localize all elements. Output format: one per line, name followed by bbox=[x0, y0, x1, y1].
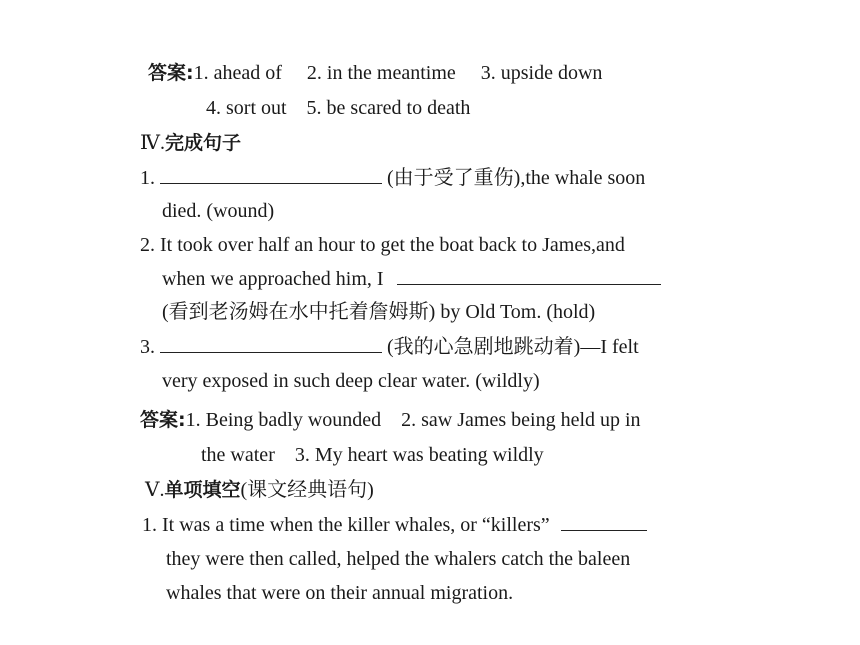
question-text: they were then called, helped the whalers catch the baleen bbox=[166, 548, 631, 570]
answer-line-4 bbox=[201, 443, 544, 467]
answer-text: 1. ahead of 2. in the meantime 3. upside down bbox=[193, 62, 603, 84]
question-4-2-line3 bbox=[162, 300, 595, 324]
answer-line-3 bbox=[140, 408, 641, 432]
section-numeral: Ⅴ. bbox=[145, 479, 165, 501]
answer-line-2 bbox=[206, 96, 470, 120]
answer-colon: : bbox=[178, 409, 186, 431]
question-4-2 bbox=[140, 233, 625, 257]
question-text: 1. It was a time when the killer whales, or “killers” bbox=[142, 514, 550, 536]
section-subtitle: (课文经典语句) bbox=[240, 479, 374, 501]
section-title: 完成句子 bbox=[164, 132, 241, 154]
question-text: when we approached him, I bbox=[162, 268, 384, 290]
section-title: 单项填空 bbox=[164, 479, 241, 501]
question-5-1-line3 bbox=[166, 581, 513, 605]
section-heading-5 bbox=[145, 478, 374, 502]
question-4-2-line2 bbox=[162, 267, 661, 291]
question-text: whales that were on their annual migration. bbox=[166, 582, 514, 604]
answer-blank[interactable] bbox=[561, 514, 647, 531]
question-number: 1. bbox=[140, 167, 155, 189]
question-text: (由于受了重伤),the whale soon bbox=[387, 167, 646, 189]
answer-colon: : bbox=[186, 62, 194, 84]
question-5-1-line2 bbox=[166, 547, 630, 571]
answer-blank[interactable] bbox=[160, 336, 382, 353]
answer-label: 答案 bbox=[140, 409, 179, 431]
answer-blank[interactable] bbox=[160, 167, 382, 184]
answer-text: 1. Being badly wounded 2. saw James being held up in bbox=[185, 409, 641, 431]
section-heading-4 bbox=[140, 131, 241, 155]
answer-text: 4. sort out 5. be scared to death bbox=[206, 97, 471, 119]
question-number: 3. bbox=[140, 336, 155, 358]
question-5-1 bbox=[142, 513, 647, 537]
answer-blank[interactable] bbox=[397, 268, 661, 285]
answer-line-1 bbox=[148, 61, 602, 85]
answer-label: 答案 bbox=[148, 62, 187, 84]
question-text: died. (wound) bbox=[162, 200, 275, 222]
question-4-1-cont bbox=[162, 199, 274, 223]
question-text: 2. It took over half an hour to get the boat back to James,and bbox=[140, 234, 625, 256]
answer-text: the water 3. My heart was beating wildly bbox=[201, 444, 544, 466]
question-4-3-cont bbox=[162, 369, 540, 393]
question-4-3 bbox=[140, 335, 639, 359]
question-4-1 bbox=[140, 166, 645, 190]
section-numeral: Ⅳ. bbox=[140, 132, 165, 154]
question-text: very exposed in such deep clear water. (wildly) bbox=[162, 370, 540, 392]
question-text: (我的心急剧地跳动着)—I felt bbox=[387, 336, 639, 358]
question-text: (看到老汤姆在水中托着詹姆斯) by Old Tom. (hold) bbox=[162, 301, 596, 323]
